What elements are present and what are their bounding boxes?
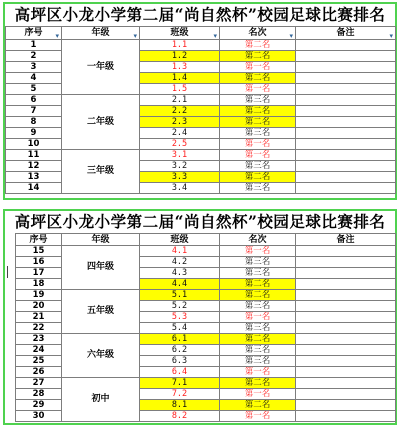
class-cell[interactable]: 2.4 — [140, 128, 220, 139]
note-cell[interactable] — [296, 84, 396, 95]
seq-cell[interactable]: 29 — [16, 400, 62, 411]
rank-cell[interactable]: 第三名 — [220, 268, 296, 279]
class-cell[interactable]: 1.1 — [140, 40, 220, 51]
class-cell[interactable]: 7.1 — [140, 378, 220, 389]
class-cell[interactable]: 4.1 — [140, 246, 220, 257]
note-cell[interactable] — [296, 334, 396, 345]
header-grade[interactable] — [62, 27, 140, 40]
grade-cell[interactable]: 六年级 — [62, 334, 140, 378]
note-cell[interactable] — [296, 183, 396, 194]
header-note-label: 备注 — [336, 234, 355, 245]
filter-dropdown-icon[interactable]: ▾ — [133, 31, 137, 40]
note-cell[interactable] — [296, 378, 396, 389]
note-cell[interactable] — [296, 400, 396, 411]
table-row[interactable] — [6, 150, 396, 161]
text-cursor — [7, 266, 8, 278]
rank-cell[interactable]: 第一名 — [220, 62, 296, 73]
rank-cell[interactable]: 第二名 — [220, 51, 296, 62]
seq-cell[interactable]: 28 — [16, 389, 62, 400]
seq-cell[interactable]: 4 — [6, 73, 62, 84]
note-cell[interactable] — [296, 246, 396, 257]
ranking-table — [5, 26, 396, 194]
seq-cell[interactable]: 14 — [6, 183, 62, 194]
seq-cell[interactable]: 2 — [6, 51, 62, 62]
note-cell[interactable] — [296, 117, 396, 128]
header-rank[interactable] — [220, 27, 296, 40]
rank-cell[interactable]: 第三名 — [220, 356, 296, 367]
class-cell[interactable]: 3.4 — [140, 183, 220, 194]
rank-cell[interactable]: 第一名 — [220, 246, 296, 257]
class-cell[interactable]: 4.3 — [140, 268, 220, 279]
header-note[interactable] — [296, 234, 396, 246]
class-cell[interactable]: 3.2 — [140, 161, 220, 172]
rank-cell[interactable]: 第二名 — [220, 279, 296, 290]
seq-cell[interactable]: 17 — [16, 268, 62, 279]
header-class-label: 班级 — [170, 28, 189, 38]
table-row[interactable] — [16, 246, 396, 257]
table-row[interactable] — [16, 378, 396, 389]
seq-cell[interactable]: 18 — [16, 279, 62, 290]
header-seq[interactable] — [16, 234, 62, 246]
note-cell[interactable] — [296, 301, 396, 312]
rank-cell[interactable]: 第一名 — [220, 139, 296, 150]
note-cell[interactable] — [296, 106, 396, 117]
note-cell[interactable] — [296, 172, 396, 183]
class-cell[interactable]: 5.1 — [140, 290, 220, 301]
note-cell[interactable] — [296, 62, 396, 73]
rank-cell[interactable]: 第二名 — [220, 400, 296, 411]
rank-cell[interactable]: 第二名 — [220, 378, 296, 389]
header-rank[interactable] — [220, 234, 296, 246]
rank-cell[interactable]: 第三名 — [220, 183, 296, 194]
rank-cell[interactable]: 第一名 — [220, 367, 296, 378]
class-cell[interactable]: 1.3 — [140, 62, 220, 73]
class-cell[interactable]: 1.2 — [140, 51, 220, 62]
rank-cell[interactable]: 第一名 — [220, 389, 296, 400]
class-cell[interactable]: 4.2 — [140, 257, 220, 268]
class-cell[interactable]: 6.2 — [140, 345, 220, 356]
ranking-table — [15, 233, 396, 422]
seq-cell[interactable]: 21 — [16, 312, 62, 323]
header-grade[interactable] — [62, 234, 140, 246]
rank-cell[interactable]: 第三名 — [220, 95, 296, 106]
class-cell[interactable]: 8.2 — [140, 411, 220, 422]
note-cell[interactable] — [296, 161, 396, 172]
header-seq-label: 序号 — [29, 234, 48, 245]
rank-cell[interactable]: 第三名 — [220, 257, 296, 268]
sheet-title: 高坪区小龙小学第二届“尚自然杯”校园足球比赛排名 — [14, 212, 386, 231]
seq-cell[interactable]: 26 — [16, 367, 62, 378]
filter-dropdown-icon[interactable]: ▾ — [213, 31, 217, 40]
seq-cell[interactable]: 11 — [6, 150, 62, 161]
note-cell[interactable] — [296, 268, 396, 279]
note-cell[interactable] — [296, 312, 396, 323]
grade-cell[interactable]: 三年级 — [62, 150, 140, 194]
note-cell[interactable] — [296, 389, 396, 400]
note-cell[interactable] — [296, 323, 396, 334]
note-cell[interactable] — [296, 257, 396, 268]
seq-cell[interactable]: 24 — [16, 345, 62, 356]
note-cell[interactable] — [296, 40, 396, 51]
class-cell[interactable]: 1.5 — [140, 84, 220, 95]
ranking-sheet-top — [3, 2, 397, 200]
note-cell[interactable] — [296, 95, 396, 106]
rank-cell[interactable]: 第二名 — [220, 290, 296, 301]
class-cell[interactable]: 2.1 — [140, 95, 220, 106]
grade-cell[interactable]: 初中 — [62, 378, 140, 422]
note-cell[interactable] — [296, 356, 396, 367]
header-grade-label: 年级 — [91, 28, 110, 38]
note-cell[interactable] — [296, 139, 396, 150]
rank-cell[interactable]: 第二名 — [220, 172, 296, 183]
rank-cell[interactable]: 第三名 — [220, 345, 296, 356]
rank-cell[interactable]: 第三名 — [220, 301, 296, 312]
header-note[interactable] — [296, 27, 396, 40]
class-cell[interactable]: 6.1 — [140, 334, 220, 345]
seq-cell[interactable]: 7 — [6, 106, 62, 117]
seq-cell[interactable]: 30 — [16, 411, 62, 422]
note-cell[interactable] — [296, 345, 396, 356]
table-row[interactable] — [6, 95, 396, 106]
seq-cell[interactable]: 12 — [6, 161, 62, 172]
class-cell[interactable]: 2.3 — [140, 117, 220, 128]
class-cell[interactable]: 8.1 — [140, 400, 220, 411]
rank-cell[interactable]: 第三名 — [220, 161, 296, 172]
seq-cell[interactable]: 19 — [16, 290, 62, 301]
header-rank-label: 名次 — [248, 28, 267, 38]
rank-cell[interactable]: 第二名 — [220, 334, 296, 345]
rank-cell[interactable]: 第二名 — [220, 73, 296, 84]
class-cell[interactable]: 5.3 — [140, 312, 220, 323]
seq-cell[interactable]: 16 — [16, 257, 62, 268]
class-cell[interactable]: 2.2 — [140, 106, 220, 117]
note-cell[interactable] — [296, 150, 396, 161]
seq-cell[interactable]: 23 — [16, 334, 62, 345]
note-cell[interactable] — [296, 128, 396, 139]
class-cell[interactable]: 1.4 — [140, 73, 220, 84]
seq-cell[interactable]: 10 — [6, 139, 62, 150]
seq-cell[interactable]: 5 — [6, 84, 62, 95]
rank-cell[interactable]: 第一名 — [220, 411, 296, 422]
class-cell[interactable]: 6.3 — [140, 356, 220, 367]
note-cell[interactable] — [296, 51, 396, 62]
class-cell[interactable]: 6.4 — [140, 367, 220, 378]
class-cell[interactable]: 7.2 — [140, 389, 220, 400]
header-note-label: 备注 — [336, 28, 355, 38]
rank-cell[interactable]: 第一名 — [220, 84, 296, 95]
seq-cell[interactable]: 22 — [16, 323, 62, 334]
note-cell[interactable] — [296, 290, 396, 301]
header-seq-label: 序号 — [24, 28, 43, 38]
seq-cell[interactable]: 6 — [6, 95, 62, 106]
class-cell[interactable]: 2.5 — [140, 139, 220, 150]
header-class[interactable] — [140, 27, 220, 40]
class-cell[interactable]: 3.3 — [140, 172, 220, 183]
grade-cell[interactable]: 一年级 — [62, 40, 140, 95]
note-cell[interactable] — [296, 411, 396, 422]
seq-cell[interactable]: 25 — [16, 356, 62, 367]
grade-cell[interactable]: 二年级 — [62, 95, 140, 150]
header-class[interactable] — [140, 234, 220, 246]
filter-dropdown-icon[interactable]: ▾ — [389, 31, 393, 40]
seq-cell[interactable]: 13 — [6, 172, 62, 183]
grade-cell[interactable]: 五年级 — [62, 290, 140, 334]
seq-cell[interactable]: 27 — [16, 378, 62, 389]
class-cell[interactable]: 4.4 — [140, 279, 220, 290]
note-cell[interactable] — [296, 367, 396, 378]
rank-cell[interactable]: 第一名 — [220, 150, 296, 161]
seq-cell[interactable]: 3 — [6, 62, 62, 73]
header-grade-label: 年级 — [91, 234, 110, 245]
seq-cell[interactable]: 9 — [6, 128, 62, 139]
filter-dropdown-icon[interactable]: ▾ — [55, 31, 59, 40]
seq-cell[interactable]: 8 — [6, 117, 62, 128]
class-cell[interactable]: 5.4 — [140, 323, 220, 334]
rank-cell[interactable]: 第三名 — [220, 323, 296, 334]
rank-cell[interactable]: 第一名 — [220, 312, 296, 323]
ranking-sheet-bottom — [3, 209, 397, 425]
header-rank-label: 名次 — [248, 234, 267, 245]
seq-cell[interactable]: 20 — [16, 301, 62, 312]
header-seq[interactable] — [6, 27, 62, 40]
filter-dropdown-icon[interactable]: ▾ — [289, 31, 293, 40]
note-cell[interactable] — [296, 73, 396, 84]
rank-cell[interactable]: 第三名 — [220, 128, 296, 139]
note-cell[interactable] — [296, 279, 396, 290]
header-class-label: 班级 — [170, 234, 189, 245]
class-cell[interactable]: 3.1 — [140, 150, 220, 161]
rank-cell[interactable]: 第二名 — [220, 40, 296, 51]
table-row[interactable] — [16, 290, 396, 301]
seq-cell[interactable]: 15 — [16, 246, 62, 257]
header-row — [16, 234, 396, 246]
sheet-title: 高坪区小龙小学第二届“尚自然杯”校园足球比赛排名 — [14, 5, 386, 24]
grade-cell[interactable]: 四年级 — [62, 246, 140, 290]
rank-cell[interactable]: 第二名 — [220, 117, 296, 128]
rank-cell[interactable]: 第二名 — [220, 106, 296, 117]
table-row[interactable] — [6, 40, 396, 51]
class-cell[interactable]: 5.2 — [140, 301, 220, 312]
seq-cell[interactable]: 1 — [6, 40, 62, 51]
header-row — [6, 27, 396, 40]
table-row[interactable] — [16, 334, 396, 345]
